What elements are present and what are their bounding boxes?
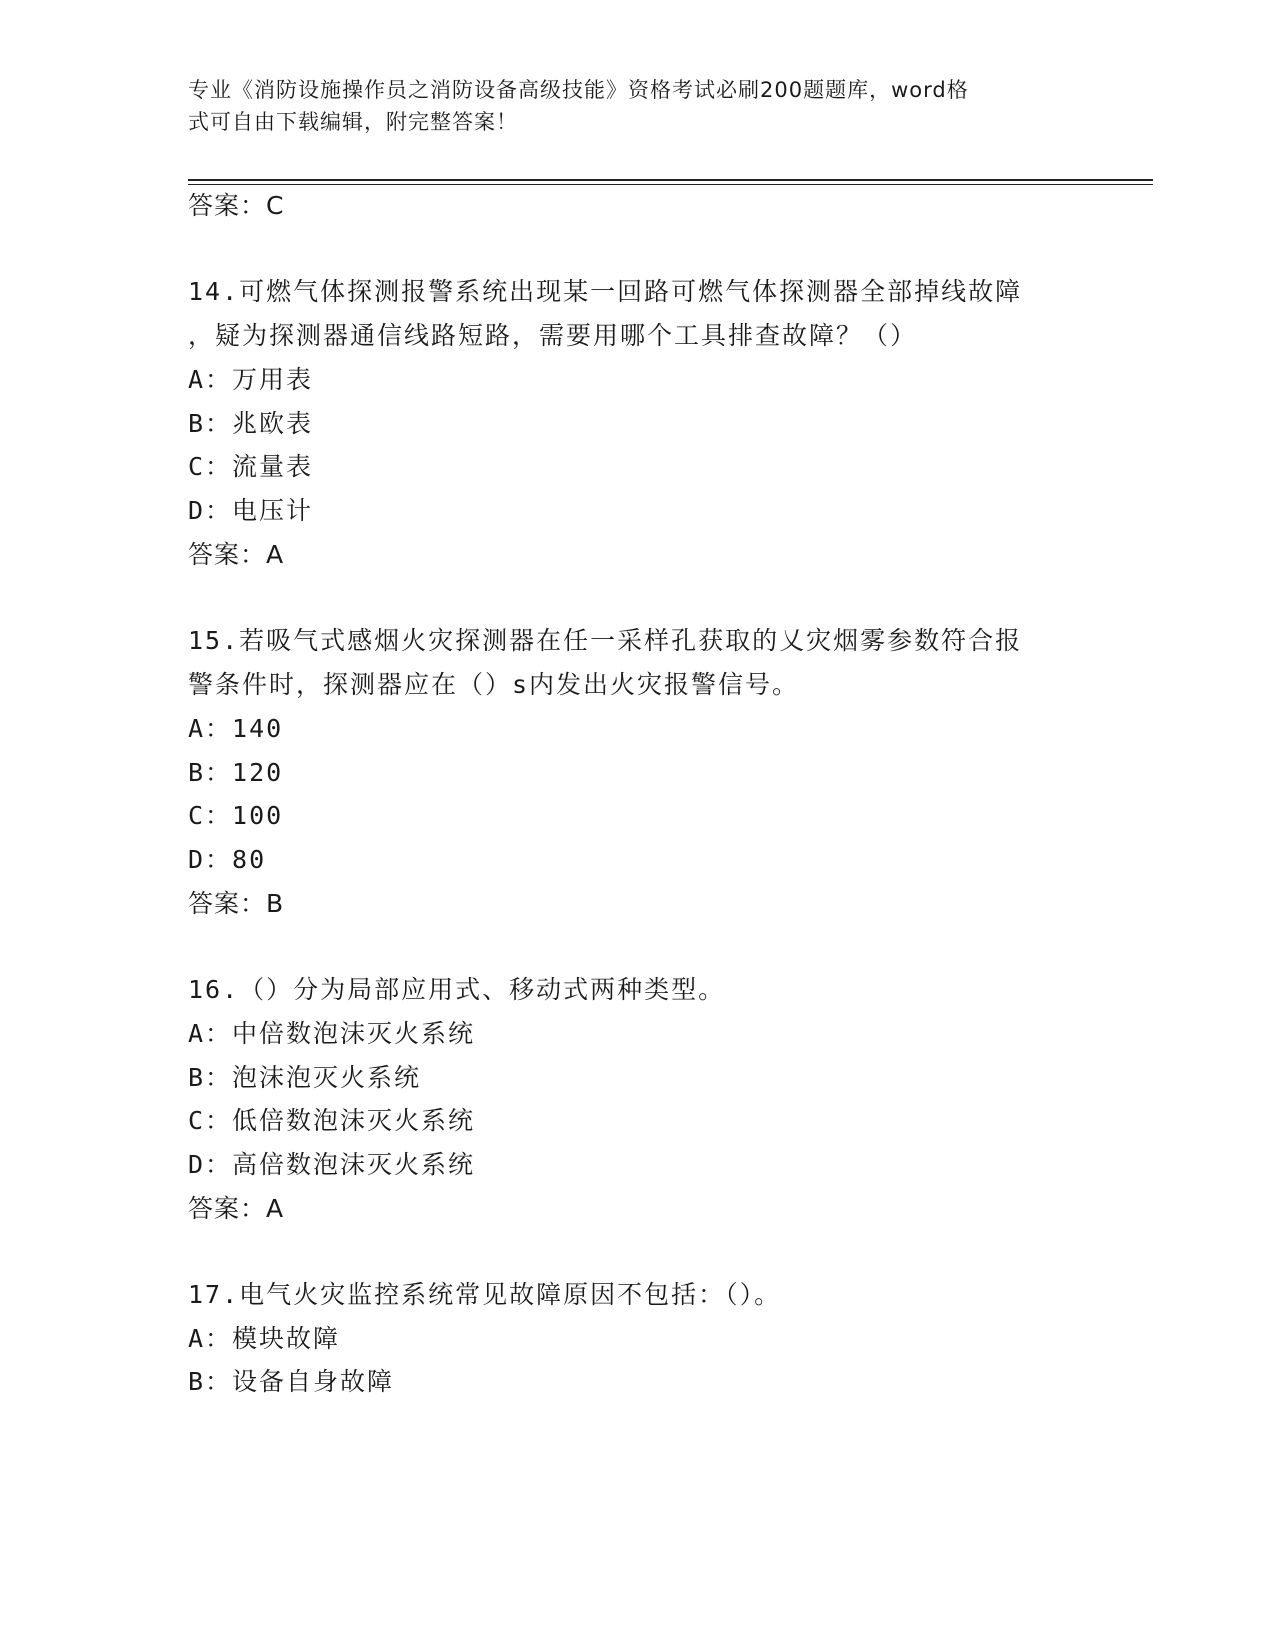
option-c: C：低倍数泡沫灭火系统 bbox=[188, 1106, 476, 1135]
option-a: A：万用表 bbox=[188, 365, 314, 394]
option-c: C：100 bbox=[188, 801, 284, 830]
header-divider-thin bbox=[188, 184, 1153, 185]
answer-line: 答案：C bbox=[188, 191, 285, 220]
question-stem-line: 17.电气火灾监控系统常见故障原因不包括：（）。 bbox=[188, 1280, 782, 1309]
question-stem-line: 警条件时，探测器应在（）s内发出火灾报警信号。 bbox=[188, 670, 800, 699]
option-b: B：120 bbox=[188, 758, 284, 787]
option-d: D：电压计 bbox=[188, 496, 314, 525]
document-header bbox=[188, 74, 1088, 138]
answer-line: 答案：A bbox=[188, 1194, 285, 1223]
option-a: A：140 bbox=[188, 714, 284, 743]
option-a: A：模块故障 bbox=[188, 1324, 341, 1353]
option-d: D：80 bbox=[188, 845, 267, 874]
option-b: B：设备自身故障 bbox=[188, 1367, 395, 1396]
question-stem-line: 16.（）分为局部应用式、移动式两种类型。 bbox=[188, 975, 726, 1004]
option-d: D：高倍数泡沫灭火系统 bbox=[188, 1150, 476, 1179]
option-a: A：中倍数泡沫灭火系统 bbox=[188, 1019, 476, 1048]
option-b: B：泡沫泡灭火系统 bbox=[188, 1063, 422, 1092]
question-stem-line: 15.若吸气式感烟火灾探测器在任一采样孔获取的乂灾烟雾参数符合报 bbox=[188, 626, 1023, 655]
answer-line: 答案：A bbox=[188, 540, 285, 569]
answer-line: 答案：B bbox=[188, 889, 285, 918]
header-divider bbox=[188, 179, 1153, 181]
option-c: C：流量表 bbox=[188, 452, 314, 481]
header-line-2: 式可自由下载编辑，附完整答案！ bbox=[188, 110, 518, 134]
question-stem-line: 14.可燃气体探测报警系统出现某一回路可燃气体探测器全部掉线故障 bbox=[188, 277, 1023, 306]
header-line-1: 专业《消防设施操作员之消防设备高级技能》资格考试必刷200题题库，word格 bbox=[188, 78, 969, 102]
option-b: B：兆欧表 bbox=[188, 409, 314, 438]
question-stem-line: ，疑为探测器通信线路短路，需要用哪个工具排查故障？（） bbox=[188, 321, 918, 350]
